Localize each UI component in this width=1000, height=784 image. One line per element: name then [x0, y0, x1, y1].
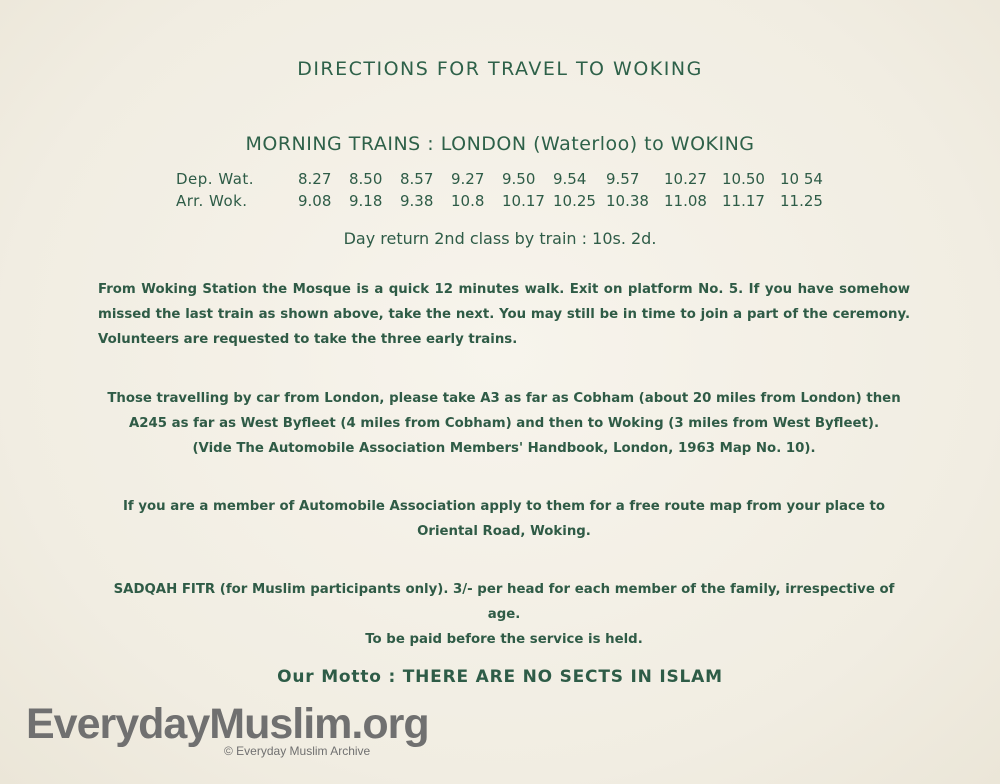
arrival-row: [176, 190, 838, 212]
aa-map-paragraph: If you are a member of Automobile Association apply to them for a free route map from your place to Oriental Road, Woking.: [122, 499, 886, 539]
arrival-time: 10.25: [553, 192, 596, 210]
document-title: DIRECTIONS FOR TRAVEL TO WOKING: [297, 58, 703, 80]
sadqah-paragraph: [98, 577, 910, 652]
arrival-time: 11.17: [722, 192, 765, 210]
departure-time: 8.57: [400, 170, 434, 188]
departure-time: 10.27: [664, 170, 707, 188]
arrival-time: 9.18: [349, 192, 383, 210]
watermark-credit: © Everyday Muslim Archive: [224, 744, 371, 758]
departure-row: [176, 168, 838, 190]
arrival-time: 10.38: [606, 192, 649, 210]
arrival-time: 9.38: [400, 192, 434, 210]
car-route-text: Those travelling by car from London, please take A3 as far as Cobham (about 20 miles from London) then A245 as far as West Byfleet (4 miles from Cobham) and then to Woking (3 miles from West Byfleet).: [107, 391, 901, 431]
car-reference-text: (Vide The Automobile Association Members' Handbook, London, 1963 Map No. 10).: [192, 441, 816, 456]
arrival-time: 11.25: [780, 192, 823, 210]
sadqah-line-2: To be paid before the service is held.: [365, 632, 643, 647]
arrival-time: 10.17: [502, 192, 545, 210]
departure-time: 10 54: [780, 170, 823, 188]
timetable-heading: MORNING TRAINS : LONDON (Waterloo) to WOKING: [245, 133, 755, 155]
motto: Our Motto : THERE ARE NO SECTS IN ISLAM: [277, 667, 723, 687]
sadqah-line-1: SADQAH FITR (for Muslim participants only). 3/- per head for each member of the family, irrespective of age.: [113, 582, 895, 622]
departure-time: 9.54: [553, 170, 587, 188]
departure-time: 8.50: [349, 170, 383, 188]
watermark-logo: EverydayMuslim.org: [26, 700, 429, 748]
fare-note: Day return 2nd class by train : 10s. 2d.: [343, 229, 657, 248]
departure-time: 9.57: [606, 170, 640, 188]
arrival-time: 9.08: [298, 192, 332, 210]
departure-time: 10.50: [722, 170, 765, 188]
departure-time: 8.27: [298, 170, 332, 188]
departure-label: Dep. Wat.: [176, 170, 255, 188]
departure-time: 9.50: [502, 170, 536, 188]
arrival-time: 10.8: [451, 192, 485, 210]
departure-time: 9.27: [451, 170, 485, 188]
station-directions-paragraph: From Woking Station the Mosque is a quick 12 minutes walk. Exit on platform No. 5. If you have somehow missed the last train as shown above, take the next. You may still be in time to join a part of the ceremony. Volunteers are requested to take the three early trains.: [98, 282, 910, 347]
arrival-time: 11.08: [664, 192, 707, 210]
arrival-label: Arr. Wok.: [176, 192, 248, 210]
train-timetable: [176, 168, 838, 212]
car-directions-paragraph: [98, 386, 910, 461]
